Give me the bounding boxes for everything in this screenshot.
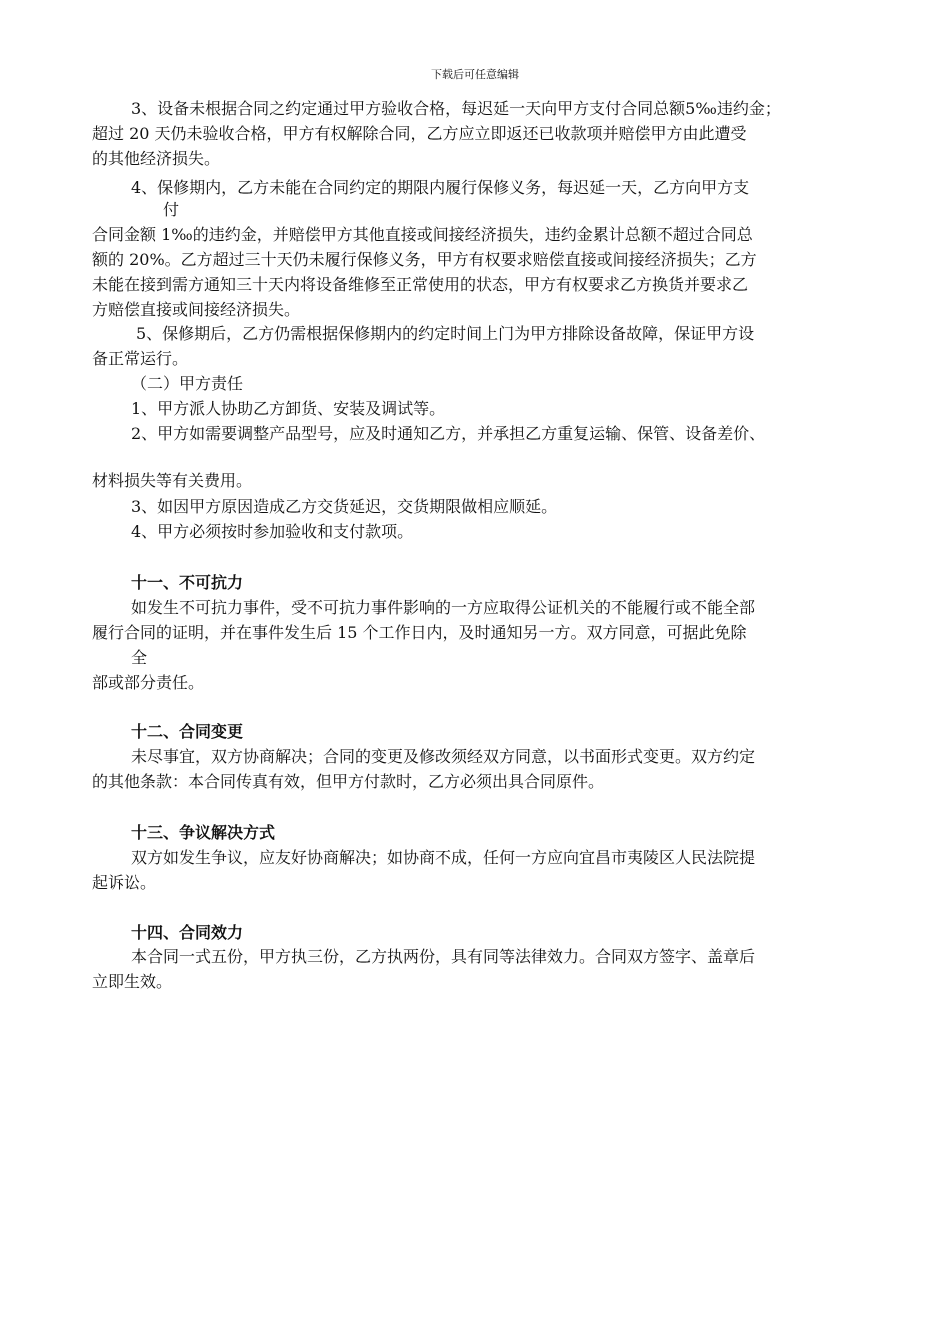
clause-text-line: 超过 20 天仍未验收合格，甲方有权解除合同，乙方应立即返还已收款项并赔偿甲方由此遭受 (92, 124, 747, 143)
clause-text-line: 全 (131, 648, 148, 667)
section-heading-contract-validity: 十四、合同效力 (131, 923, 244, 942)
clause-text-line: 未能在接到需方通知三十天内将设备维修至正常使用的状态，甲方有权要求乙方换货并要求乙 (92, 275, 749, 294)
clause-text-line: 起诉讼。 (92, 873, 157, 892)
clause-text-line: 3、设备未根据合同之约定通过甲方验收合格，每迟延一天向甲方支付合同总额5‰违约金； (131, 99, 781, 118)
clause-text-line: 的其他经济损失。 (92, 149, 221, 168)
clause-text-line: 履行合同的证明，并在事件发生后 15 个工作日内，及时通知另一方。双方同意，可据此免除 (92, 623, 747, 642)
clause-text-line: 4、甲方必须按时参加验收和支付款项。 (131, 522, 414, 541)
section-heading-contract-change: 十二、合同变更 (131, 722, 244, 741)
clause-text-line: 额的 20%。乙方超过三十天仍未履行保修义务，甲方有权要求赔偿直接或间接经济损失；乙方 (92, 250, 757, 269)
clause-text-line: 部或部分责任。 (92, 673, 205, 692)
section-heading-dispute-resolution: 十三、争议解决方式 (131, 823, 276, 842)
clause-text-line: 2、甲方如需要调整产品型号，应及时通知乙方，并承担乙方重复运输、保管、设备差价、 (131, 424, 766, 443)
clause-text-line: 1、甲方派人协助乙方卸货、安装及调试等。 (131, 399, 446, 418)
section-heading-force-majeure: 十一、不可抗力 (131, 573, 244, 592)
clause-text-line: 5、保修期后，乙方仍需根据保修期内的约定时间上门为甲方排除设备故障，保证甲方设 (136, 324, 755, 343)
clause-text-line: 的其他条款：本合同传真有效，但甲方付款时，乙方必须出具合同原件。 (92, 772, 605, 791)
section-subheading: （二）甲方责任 (131, 374, 244, 393)
clause-text-line: 方赔偿直接或间接经济损失。 (92, 300, 301, 319)
clause-text-line: 未尽事宜，双方协商解决；合同的变更及修改须经双方同意，以书面形式变更。双方约定 (131, 747, 756, 766)
clause-text-line: 如发生不可抗力事件，受不可抗力事件影响的一方应取得公证机关的不能履行或不能全部 (131, 598, 756, 617)
clause-text-line: 备正常运行。 (92, 349, 189, 368)
clause-text-line: 材料损失等有关费用。 (92, 471, 253, 490)
clause-text-line: 付 (163, 200, 180, 219)
clause-text-line: 4、保修期内，乙方未能在合同约定的期限内履行保修义务，每迟延一天，乙方向甲方支 (131, 178, 750, 197)
clause-text-line: 双方如发生争议，应友好协商解决；如协商不成，任何一方应向宜昌市夷陵区人民法院提 (131, 848, 756, 867)
clause-text-line: 本合同一式五份，甲方执三份，乙方执两份，具有同等法律效力。合同双方签字、盖章后 (131, 947, 756, 966)
clause-text-line: 合同金额 1‰的违约金，并赔偿甲方其他直接或间接经济损失，违约金累计总额不超过合同总 (92, 225, 753, 244)
clause-text-line: 立即生效。 (92, 972, 173, 991)
clause-text-line: 3、如因甲方原因造成乙方交货延迟，交货期限做相应顺延。 (131, 497, 558, 516)
page-header: 下载后可任意编辑 (431, 68, 519, 81)
